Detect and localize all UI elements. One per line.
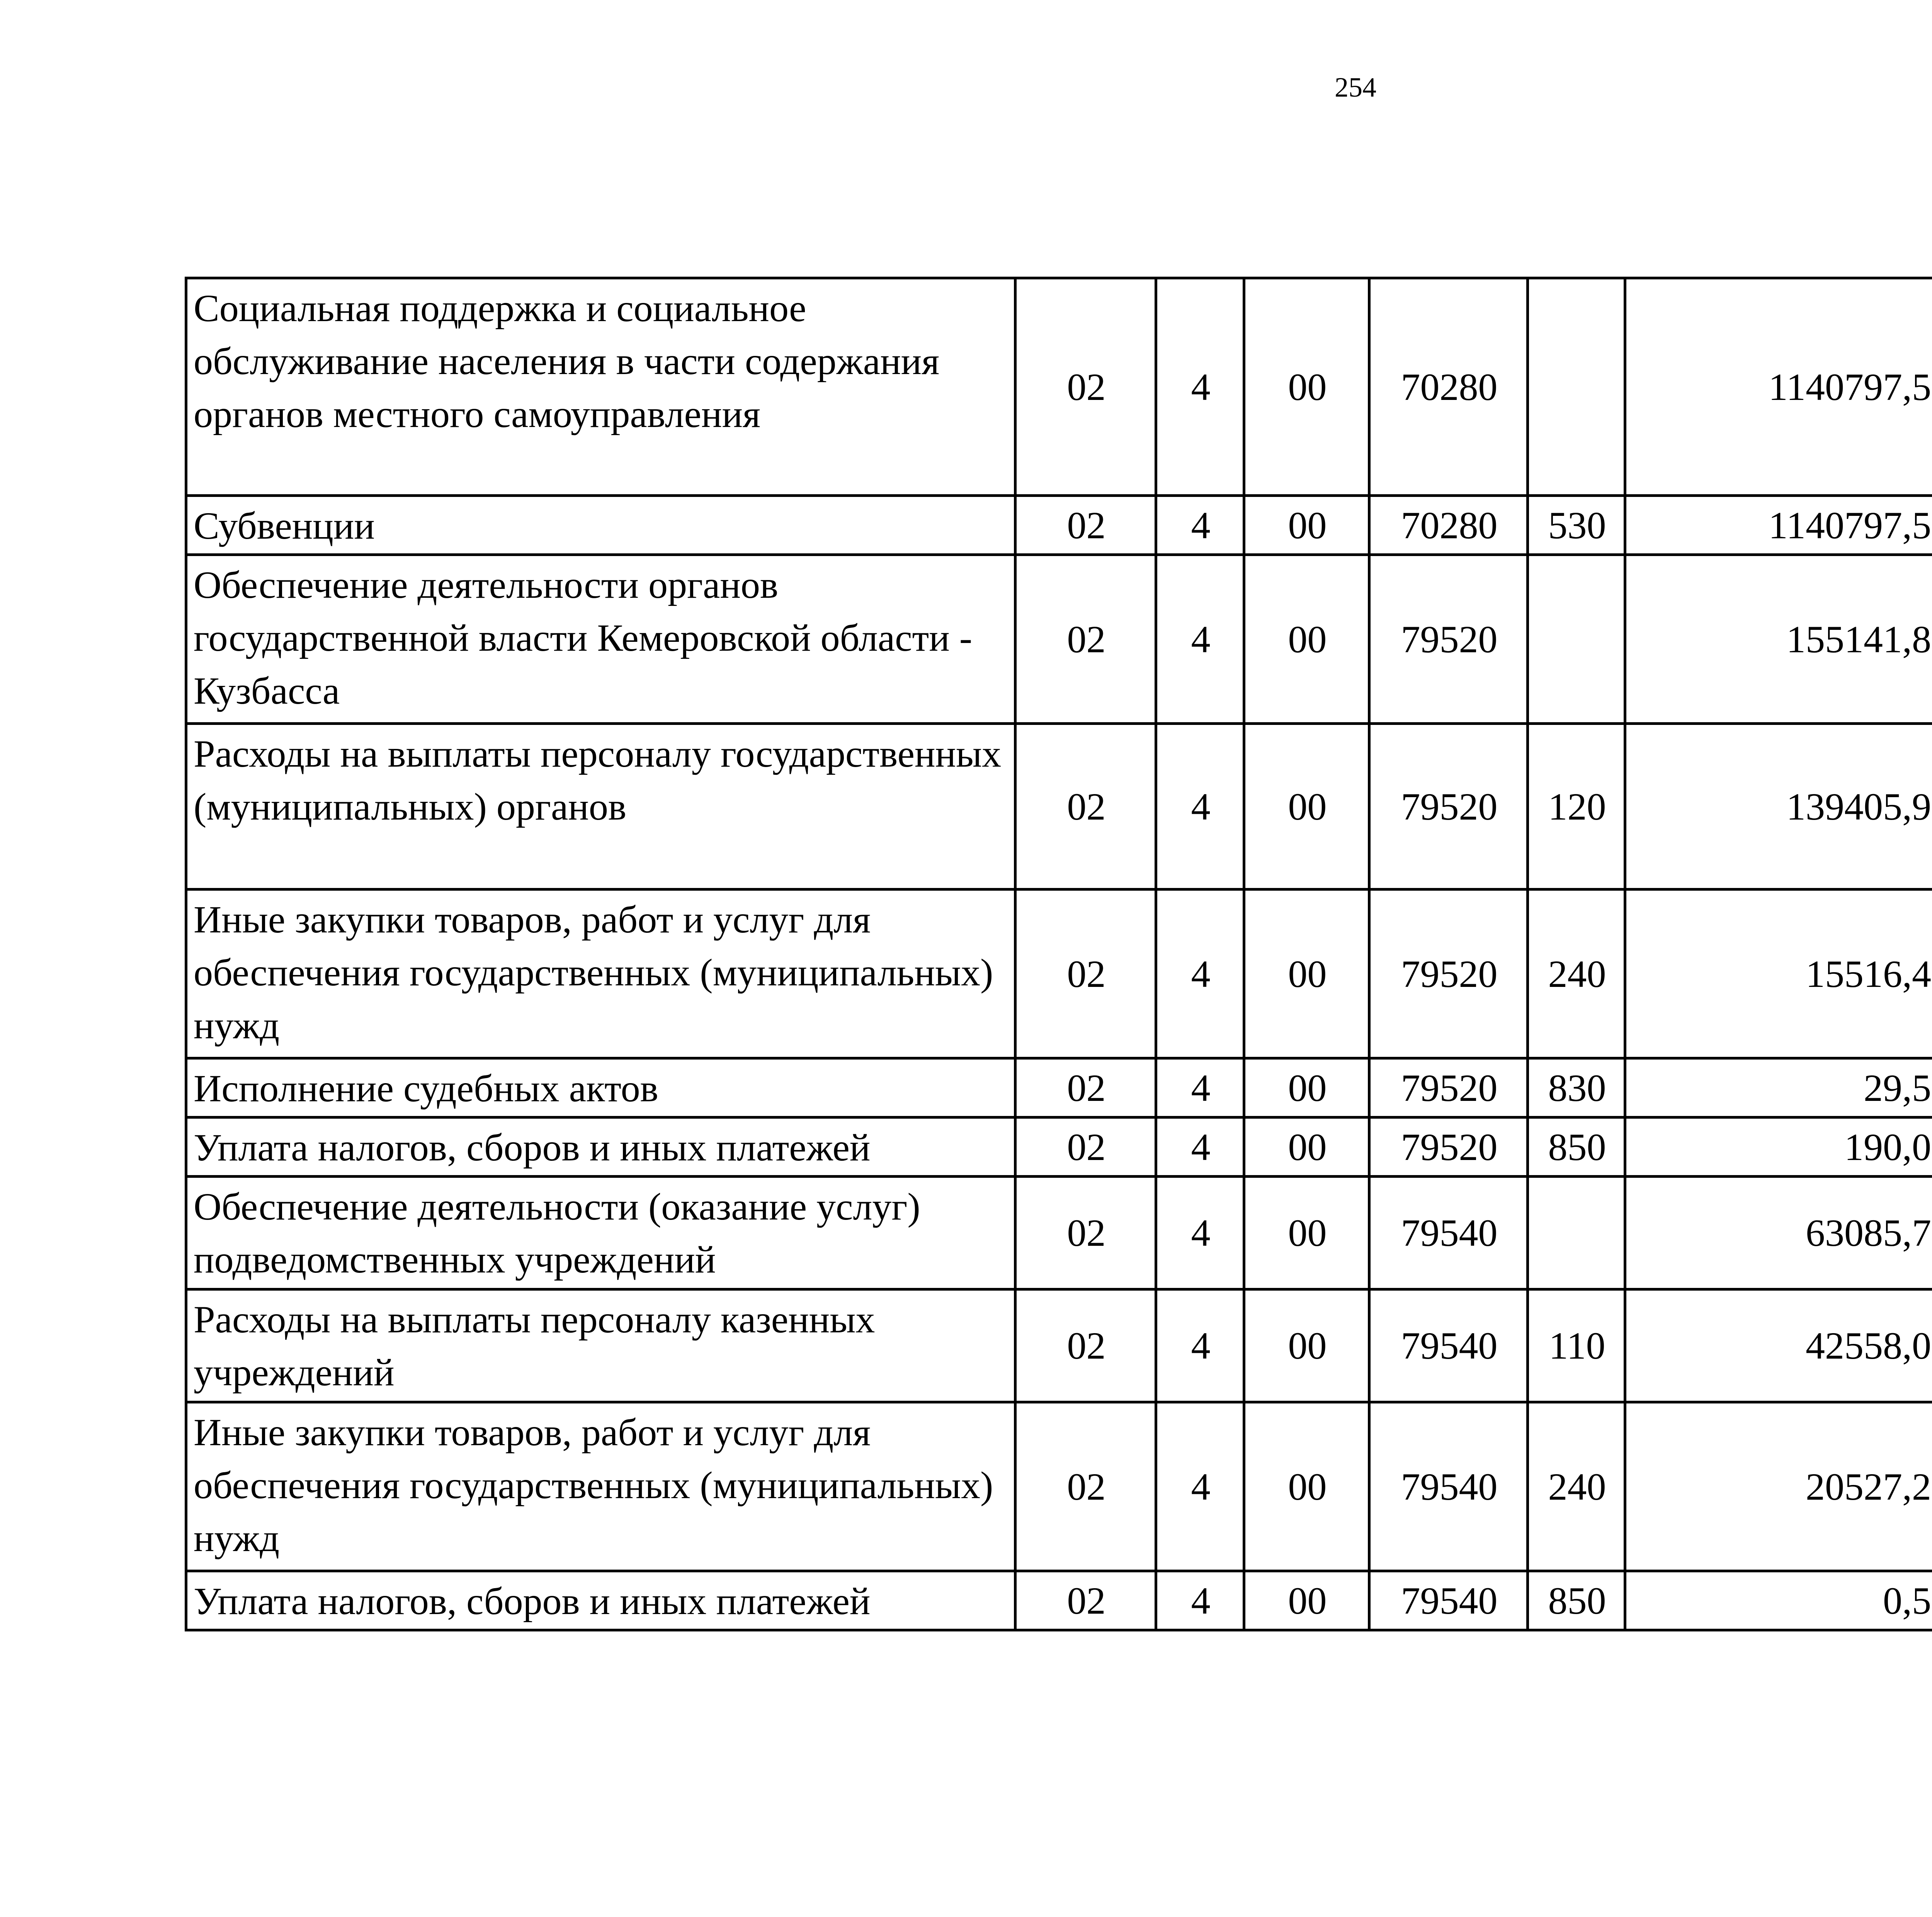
subprogram-code: 00 [1244, 1289, 1369, 1402]
program-code: 4 [1156, 1058, 1244, 1118]
subprogram-code: 00 [1244, 890, 1369, 1058]
program-code: 4 [1156, 1402, 1244, 1571]
subprogram-code: 00 [1244, 1402, 1369, 1571]
expense-type-code: 850 [1528, 1571, 1625, 1630]
direction-code: 79520 [1369, 1058, 1528, 1118]
expense-type-code: 830 [1528, 1058, 1625, 1118]
direction-code: 70280 [1369, 278, 1528, 496]
section-code: 02 [1015, 1177, 1156, 1289]
amount-year-1: 0,5 [1625, 1571, 1932, 1630]
program-code: 4 [1156, 890, 1244, 1058]
expense-type-code [1528, 555, 1625, 724]
direction-code: 79520 [1369, 1118, 1528, 1177]
program-code: 4 [1156, 278, 1244, 496]
table-row [186, 496, 1932, 555]
page-number: 254 [1335, 72, 1376, 103]
direction-code: 79540 [1369, 1571, 1528, 1630]
program-code: 4 [1156, 1177, 1244, 1289]
subprogram-code: 00 [1244, 724, 1369, 890]
row-name: Иные закупки товаров, работ и услуг для обеспечения государственных (муниципальных) нужд [186, 1402, 1015, 1571]
section-code: 02 [1015, 1118, 1156, 1177]
amount-year-1: 20527,2 [1625, 1402, 1932, 1571]
budget-table [185, 277, 1932, 1631]
amount-year-1: 190,0 [1625, 1118, 1932, 1177]
table-row [186, 1289, 1932, 1402]
expense-type-code [1528, 1177, 1625, 1289]
amount-year-1: 63085,7 [1625, 1177, 1932, 1289]
table-row [186, 1118, 1932, 1177]
direction-code: 79540 [1369, 1402, 1528, 1571]
section-code: 02 [1015, 496, 1156, 555]
direction-code: 79540 [1369, 1289, 1528, 1402]
table-row [186, 1177, 1932, 1289]
subprogram-code: 00 [1244, 1058, 1369, 1118]
program-code: 4 [1156, 1571, 1244, 1630]
section-code: 02 [1015, 1402, 1156, 1571]
row-name: Обеспечение деятельности органов государственной власти Кемеровской области - Кузбасса [186, 555, 1015, 724]
section-code: 02 [1015, 724, 1156, 890]
subprogram-code: 00 [1244, 278, 1369, 496]
amount-year-1: 29,5 [1625, 1058, 1932, 1118]
subprogram-code: 00 [1244, 1571, 1369, 1630]
direction-code: 70280 [1369, 496, 1528, 555]
table-row [186, 555, 1932, 724]
table-row [186, 278, 1932, 496]
program-code: 4 [1156, 1118, 1244, 1177]
program-code: 4 [1156, 1289, 1244, 1402]
row-name: Исполнение судебных актов [186, 1058, 1015, 1118]
row-name: Расходы на выплаты персоналу государственных (муниципальных) органов [186, 724, 1015, 890]
row-name: Уплата налогов, сборов и иных платежей [186, 1118, 1015, 1177]
amount-year-1: 42558,0 [1625, 1289, 1932, 1402]
section-code: 02 [1015, 1289, 1156, 1402]
subprogram-code: 00 [1244, 555, 1369, 724]
expense-type-code: 110 [1528, 1289, 1625, 1402]
expense-type-code [1528, 278, 1625, 496]
program-code: 4 [1156, 724, 1244, 890]
section-code: 02 [1015, 890, 1156, 1058]
expense-type-code: 850 [1528, 1118, 1625, 1177]
expense-type-code: 530 [1528, 496, 1625, 555]
section-code: 02 [1015, 555, 1156, 724]
direction-code: 79520 [1369, 890, 1528, 1058]
subprogram-code: 00 [1244, 496, 1369, 555]
subprogram-code: 00 [1244, 1118, 1369, 1177]
expense-type-code: 240 [1528, 890, 1625, 1058]
amount-year-1: 15516,4 [1625, 890, 1932, 1058]
program-code: 4 [1156, 555, 1244, 724]
amount-year-1: 1140797,5 [1625, 278, 1932, 496]
table-row [186, 1571, 1932, 1630]
amount-year-1: 1140797,5 [1625, 496, 1932, 555]
table-row [186, 890, 1932, 1058]
subprogram-code: 00 [1244, 1177, 1369, 1289]
row-name: Социальная поддержка и социальное обслуживание населения в части содержания органов местного самоуправления [186, 278, 1015, 496]
expense-type-code: 120 [1528, 724, 1625, 890]
section-code: 02 [1015, 1058, 1156, 1118]
row-name: Субвенции [186, 496, 1015, 555]
direction-code: 79520 [1369, 555, 1528, 724]
amount-year-1: 155141,8 [1625, 555, 1932, 724]
section-code: 02 [1015, 1571, 1156, 1630]
amount-year-1: 139405,9 [1625, 724, 1932, 890]
table-row [186, 724, 1932, 890]
row-name: Уплата налогов, сборов и иных платежей [186, 1571, 1015, 1630]
table-row [186, 1058, 1932, 1118]
direction-code: 79540 [1369, 1177, 1528, 1289]
section-code: 02 [1015, 278, 1156, 496]
row-name: Расходы на выплаты персоналу казенных учреждений [186, 1289, 1015, 1402]
direction-code: 79520 [1369, 724, 1528, 890]
row-name: Обеспечение деятельности (оказание услуг) подведомственных учреждений [186, 1177, 1015, 1289]
row-name: Иные закупки товаров, работ и услуг для обеспечения государственных (муниципальных) нужд [186, 890, 1015, 1058]
table-row [186, 1402, 1932, 1571]
program-code: 4 [1156, 496, 1244, 555]
expense-type-code: 240 [1528, 1402, 1625, 1571]
